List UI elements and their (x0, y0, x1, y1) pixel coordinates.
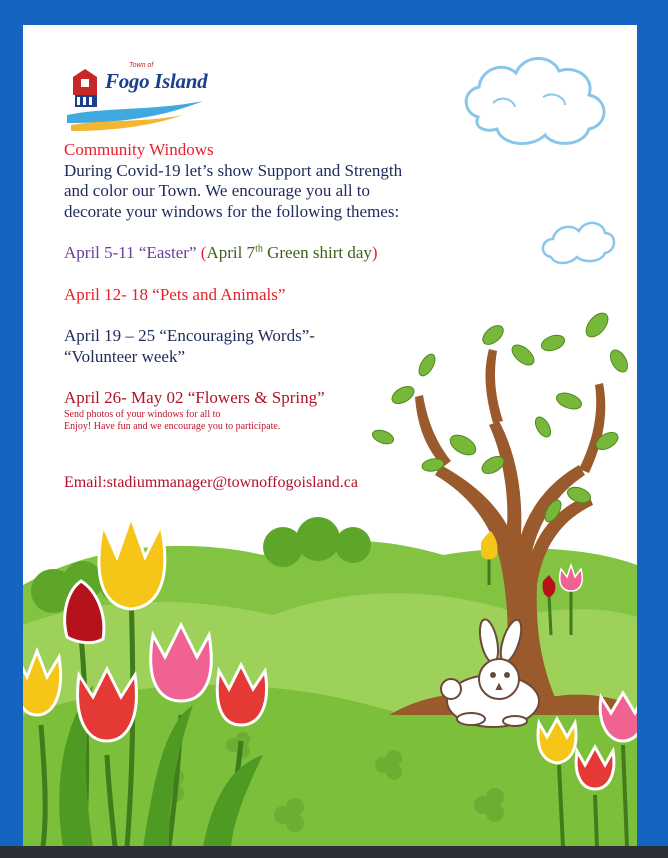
theme-easter (64, 243, 464, 264)
bottom-taskbar-strip (0, 846, 668, 858)
flyer-intro: During Covid-19 let’s show Support and Strength and color our Town. We encourage you all to decorate your windows for the following themes: (64, 160, 403, 221)
send-photos-note: Send photos of your windows for all to (64, 408, 221, 420)
theme-flowers: April 26- May 02 “Flowers & Spring” (64, 388, 325, 407)
logo-town-of: Town of (129, 62, 154, 69)
cloud-large (466, 58, 604, 143)
email-contact: Email:stadiummanager@townoffogoisland.ca (64, 473, 358, 491)
theme-easter-note-sup: th (255, 243, 263, 255)
logo-name: Fogo Island (105, 69, 208, 93)
theme-easter-note-rest: Green shirt day (262, 243, 372, 262)
theme-pets: April 12- 18 “Pets and Animals” (64, 284, 286, 304)
town-logo (63, 62, 213, 135)
theme-encouraging-line1: April 19 – 25 “Encouraging Words”- (64, 326, 315, 345)
enjoy-note: Enjoy! Have fun and we encourage you to participate. (64, 420, 281, 432)
tulip-yellow (99, 517, 165, 609)
theme-easter-note: April 7 (206, 243, 256, 262)
cloud-small (543, 223, 614, 263)
flyer-page (23, 25, 637, 847)
theme-encouraging-line2: “Volunteer week” (64, 346, 185, 366)
theme-easter-paren-close: ) (371, 243, 378, 262)
theme-easter-dates: April 5-11 (64, 243, 135, 262)
flyer-text (64, 140, 464, 493)
flyer-heading: Community Windows (64, 140, 214, 159)
theme-easter-paren-open: ( (200, 243, 207, 262)
theme-easter-name: “Easter” (138, 243, 197, 262)
